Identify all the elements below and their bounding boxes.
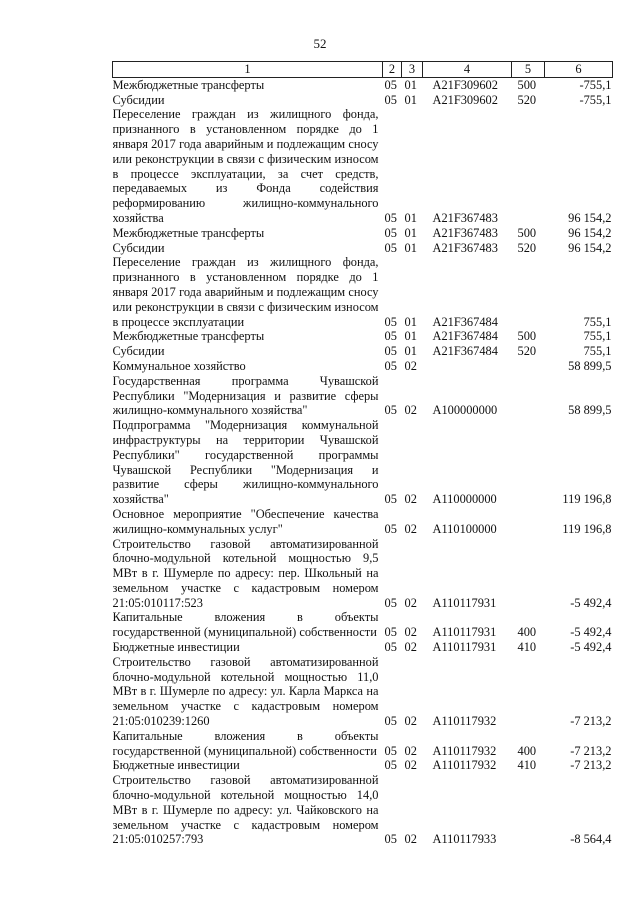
row-expense-type [512, 107, 545, 225]
table-row [113, 255, 613, 329]
row-name: Государственная программа Чувашской Республики "Модернизация и развитие сферы жилищно-коммунального хозяйства" [112, 373, 379, 418]
row-section: 05 [384, 344, 397, 359]
row-expense-type: 400 [517, 625, 537, 640]
table-row [113, 610, 613, 640]
row-subsection: 01 [404, 92, 417, 107]
row-expense-type: 520 [517, 240, 537, 255]
row-expense-type [512, 418, 545, 507]
row-name: Межбюджетные трансферты [112, 77, 265, 92]
row-amount: -7 213,2 [570, 714, 612, 729]
row-subsection: 01 [404, 225, 417, 240]
row-subsection: 02 [404, 358, 417, 373]
row-name: Капитальные вложения в объекты государственной (муниципальной) собственности [112, 610, 379, 640]
budget-table [112, 61, 613, 847]
row-expense-type [512, 359, 545, 374]
header-col-6: 6 [545, 62, 613, 78]
row-expense-type [512, 255, 545, 329]
table-row [113, 241, 613, 256]
row-section: 05 [384, 240, 397, 255]
table-row [113, 507, 613, 537]
row-amount: 119 196,8 [562, 521, 612, 536]
row-target-article: A21F309602 [432, 92, 498, 107]
row-amount: 755,1 [583, 314, 612, 329]
table-row [113, 93, 613, 108]
table-row [113, 655, 613, 729]
table-row [113, 329, 613, 344]
row-section: 05 [384, 210, 397, 225]
row-name: Основное мероприятие "Обеспечение качества жилищно-коммунальных услуг" [112, 506, 379, 536]
row-amount: -755,1 [579, 77, 612, 92]
row-amount: 58 899,5 [568, 358, 612, 373]
row-amount: -5 492,4 [570, 625, 612, 640]
row-expense-type [512, 537, 545, 611]
row-section: 05 [384, 358, 397, 373]
row-section: 05 [384, 714, 397, 729]
table-row [113, 344, 613, 359]
row-subsection: 02 [404, 758, 417, 773]
table-row [113, 107, 613, 225]
row-expense-type: 520 [517, 92, 537, 107]
page-number: 52 [313, 36, 327, 51]
row-amount: -755,1 [579, 92, 612, 107]
row-subsection: 02 [404, 521, 417, 536]
row-name: Бюджетные инвестиции [112, 758, 240, 773]
row-target-article: A110117932 [432, 743, 497, 758]
row-section: 05 [384, 625, 397, 640]
row-name: Капитальные вложения в объекты государственной (муниципальной) собственности [112, 728, 379, 758]
row-expense-type: 400 [517, 743, 537, 758]
row-amount: -7 213,2 [570, 743, 612, 758]
row-expense-type [512, 655, 545, 729]
row-target-article: A21F367483 [432, 225, 498, 240]
row-expense-type: 520 [517, 344, 537, 359]
row-expense-type: 410 [517, 640, 537, 655]
row-subsection: 01 [404, 240, 417, 255]
row-target-article: A110117933 [432, 832, 497, 847]
row-amount: -5 492,4 [570, 640, 612, 655]
row-name: Подпрограмма "Модернизация коммунальной инфраструктуры на территории Чувашской Республики" государственной программы Чувашской Республики "Модернизация и развитие сферы жилищно-коммунального хозяйства" [112, 418, 379, 507]
row-section: 05 [384, 521, 397, 536]
row-name: Межбюджетные трансферты [112, 329, 265, 344]
row-amount: 96 154,2 [568, 225, 612, 240]
row-amount: 58 899,5 [568, 403, 612, 418]
table-row [113, 359, 613, 374]
row-section: 05 [384, 758, 397, 773]
row-subsection: 02 [404, 625, 417, 640]
row-subsection: 01 [404, 77, 417, 92]
row-target-article: A21F367483 [432, 240, 498, 255]
row-section: 05 [384, 329, 397, 344]
row-target-article: A110117931 [432, 640, 497, 655]
row-section: 05 [384, 832, 397, 847]
row-subsection: 02 [404, 743, 417, 758]
row-name: Переселение граждан из жилищного фонда, признанного в установленном порядке до 1 января 2017 года аварийным и подлежащим сносу или реконструкции в связи с физическим износом в процессе эксплуатации [112, 255, 379, 329]
row-amount: 96 154,2 [568, 210, 612, 225]
row-section: 05 [384, 595, 397, 610]
row-section: 05 [384, 314, 397, 329]
row-name: Строительство газовой автоматизированной блочно-модульной котельной мощностью 14,0 МВт в г. Шумерле по адресу: ул. Чайковского на земельном участке с кадастровым номером 21:05:010257:793 [112, 773, 379, 847]
row-section: 05 [384, 92, 397, 107]
row-subsection: 01 [404, 210, 417, 225]
row-section: 05 [384, 492, 397, 507]
header-col-3: 3 [402, 62, 423, 78]
table-header-row [113, 62, 613, 78]
row-target-article [423, 359, 512, 374]
row-amount: 755,1 [583, 329, 612, 344]
row-name: Бюджетные инвестиции [112, 640, 240, 655]
row-subsection: 02 [404, 403, 417, 418]
row-section: 05 [384, 743, 397, 758]
row-expense-type: 500 [517, 225, 537, 240]
table-row [113, 77, 613, 92]
row-expense-type: 500 [517, 329, 537, 344]
row-expense-type [512, 507, 545, 537]
row-name: Строительство газовой автоматизированной блочно-модульной котельной мощностью 9,5 МВт в г. Шумерле по адресу: пер. Школьный на земельном участке с кадастровым номером 21:05:010117:523 [112, 536, 379, 610]
row-target-article: A100000000 [432, 403, 498, 418]
row-amount: -8 564,4 [570, 832, 612, 847]
row-expense-type: 410 [517, 758, 537, 773]
row-target-article: A21F367484 [432, 329, 498, 344]
row-section: 05 [384, 640, 397, 655]
row-amount: -7 213,2 [570, 758, 612, 773]
row-name: Коммунальное хозяйство [112, 358, 246, 373]
row-amount: -5 492,4 [570, 595, 612, 610]
row-target-article: A21F309602 [432, 77, 498, 92]
table-row [113, 226, 613, 241]
row-subsection: 01 [404, 344, 417, 359]
row-subsection: 01 [404, 314, 417, 329]
row-target-article: A110117932 [432, 758, 497, 773]
header-col-2: 2 [383, 62, 402, 78]
row-target-article: A110117931 [432, 625, 497, 640]
row-name: Переселение граждан из жилищного фонда, признанного в установленном порядке до 1 января 2017 года аварийным и подлежащим сносу или реконструкции в связи с физическим износом в процессе эксплуатации, за счет средств, передаваемых из Фонда содействия реформированию жилищно-коммунального хозяйства [112, 107, 379, 225]
table-row [113, 374, 613, 418]
row-expense-type: 500 [517, 77, 537, 92]
row-name: Субсидии [112, 240, 165, 255]
row-target-article: A110100000 [432, 521, 497, 536]
row-subsection: 02 [404, 640, 417, 655]
header-col-4: 4 [423, 62, 512, 78]
table-header [113, 62, 613, 78]
row-name: Межбюджетные трансферты [112, 225, 265, 240]
table-row [113, 758, 613, 773]
row-expense-type [512, 374, 545, 418]
row-amount: 96 154,2 [568, 240, 612, 255]
row-subsection: 01 [404, 329, 417, 344]
row-target-article: A21F367484 [432, 344, 498, 359]
table-row [113, 729, 613, 759]
row-name: Строительство газовой автоматизированной блочно-модульной котельной мощностью 11,0 МВт в г. Шумерле по адресу: ул. Карла Маркса на земельном участке с кадастровым номером 21:05:010239:1260 [112, 654, 379, 729]
header-col-1: 1 [113, 62, 383, 78]
row-section: 05 [384, 403, 397, 418]
row-target-article: A21F367483 [432, 210, 498, 225]
header-col-5: 5 [512, 62, 545, 78]
row-target-article: A110117932 [432, 714, 497, 729]
row-subsection: 02 [404, 595, 417, 610]
table-row [113, 418, 613, 507]
row-section: 05 [384, 77, 397, 92]
row-target-article: A110000000 [432, 492, 497, 507]
table-body [113, 77, 613, 847]
row-target-article: A110117931 [432, 595, 497, 610]
table-row [113, 773, 613, 847]
row-amount: 119 196,8 [562, 492, 612, 507]
row-amount: 755,1 [583, 344, 612, 359]
row-section: 05 [384, 225, 397, 240]
row-subsection: 02 [404, 714, 417, 729]
table-row [113, 537, 613, 611]
row-subsection: 02 [404, 492, 417, 507]
row-name: Субсидии [112, 344, 165, 359]
row-subsection: 02 [404, 832, 417, 847]
row-expense-type [512, 773, 545, 847]
row-name: Субсидии [112, 92, 165, 107]
table-row [113, 640, 613, 655]
row-target-article: A21F367484 [432, 314, 498, 329]
